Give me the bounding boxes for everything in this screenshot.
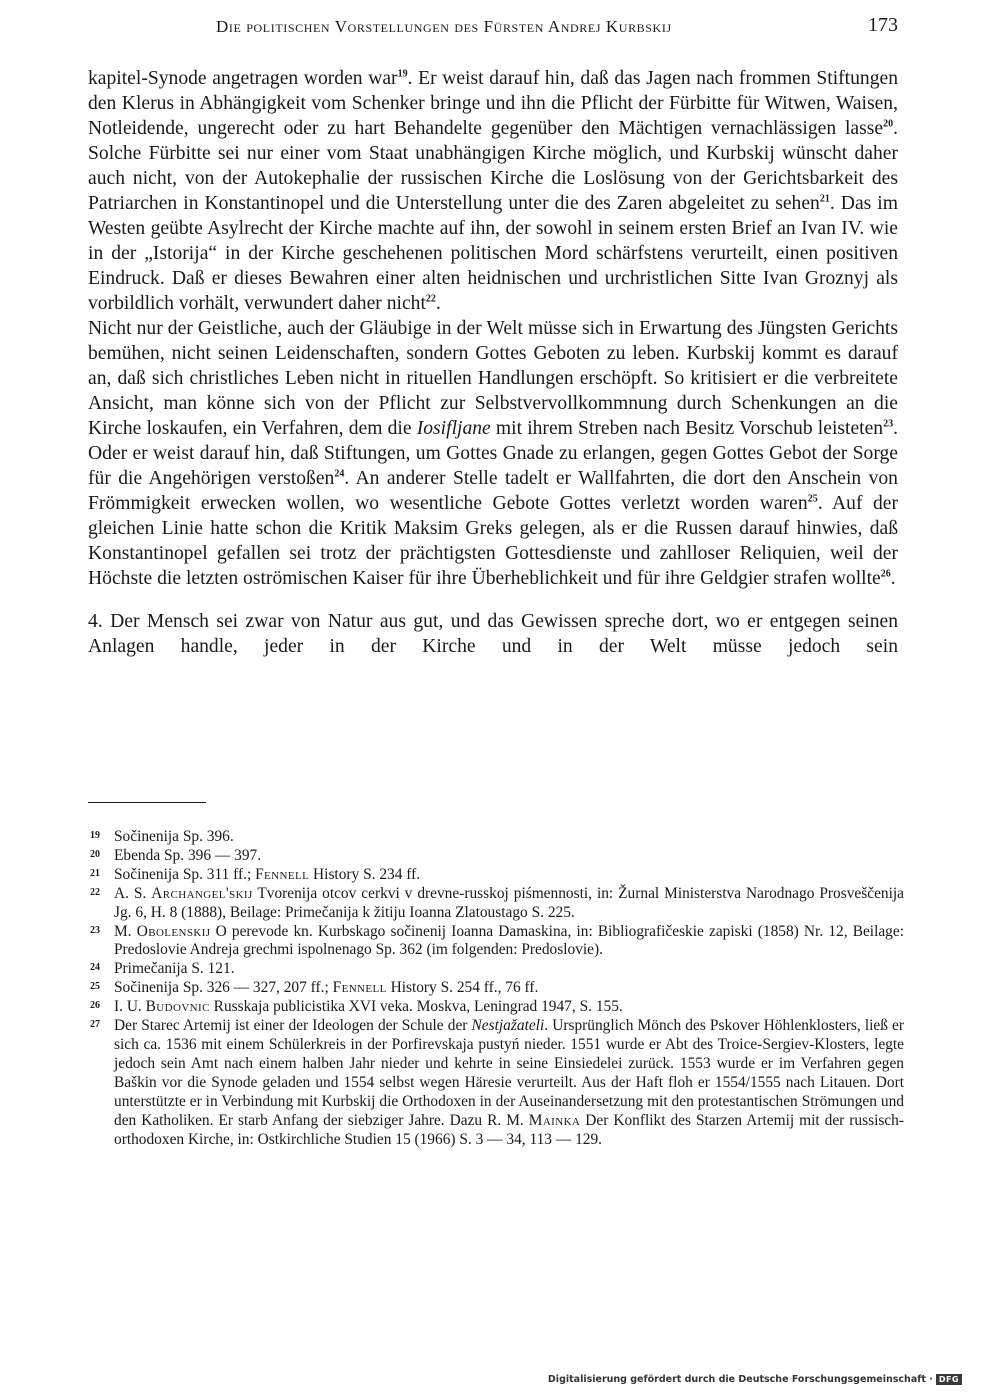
text-run: . (890, 568, 896, 589)
footnote-ref-25: 25 (807, 493, 818, 505)
text-run: . Solche Fürbitte sei nur einer vom Staat unabhängigen Kirche möglich, und Kurbskij wünscht daher auch nicht, von der Autokephalie der russischen Kirche die Loslösung von der Gerichtsbarkeit des Patriarchen in Konstantinopel und die Unterstellung unter die des Zaren abgeleitet zu sehen (88, 118, 898, 214)
footnote-ref-19: 19 (397, 68, 408, 80)
footnote-ref-20: 20 (883, 118, 894, 130)
author-name: Obolenskij (136, 922, 211, 940)
footnote-ref-22: 22 (425, 293, 436, 305)
footer-text: Digitalisierung gefördert durch die Deutsche Forschungsgemeinschaft · (547, 1373, 933, 1385)
text-run: . Auf der gleichen Linie hatte schon die Kritik Maksim Greks gelegen, als er die Russen darauf hinwies, daß Konstantinopel gefallen sei trotz der prächtigsten Gottesdienste und zahlloser Reliquien, weil der Höchste die letzten oströmischen Kaiser für ihre Überheblichkeit und für ihre Geldgier strafen wollte (88, 493, 899, 589)
paragraph-3: 4. Der Mensch sei zwar von Natur aus gut, und das Gewissen spreche dort, wo er entgegen seinen Anlagen handle, jeder in der Kirche und in der Welt müsse jedoch sein (88, 611, 898, 657)
text-run: kapitel-Synode angetragen worden war (88, 68, 398, 89)
footnotes (88, 828, 904, 1149)
footnote-19 (88, 828, 904, 847)
footnote-number: 24 (90, 962, 100, 974)
footnote-text: . Ursprünglich Mönch des Pskover Höhlenklosters, ließ er sich ca. 1536 mit einem Schülerkreis in der Porfirevskaja pustyń nieder. 1551 wurde er Abt des Troice-Sergiev-Klosters, legte jedoch sein Amt nach einem halben Jahr nieder und kehrte in seine Einsiedelei zurück. 1553 wurde er im Verfahren gegen Baškin vor die Synode geladen und 1554 selbst wegen Häresie verurteilt. Aus der Haft floh er 1554/1555 nach Litauen. Dort unterstützte er in Verbindung mit Kurbskij die Orthodoxen in der Auseinandersetzung mit den protestantischen Strömungen und den Katholiken. Er starb Anfang der siebziger Jahre. Dazu R. M. (114, 1017, 904, 1129)
digitization-footer (548, 1371, 962, 1387)
footnote-ref-26: 26 (880, 568, 891, 580)
author-name: Fennell (255, 865, 310, 883)
footnote-number: 20 (90, 848, 100, 860)
footnote-text: Primečanija S. 121. (114, 960, 235, 978)
author-name: Archangel'skij (151, 884, 253, 902)
footnote-21 (88, 866, 904, 885)
author-name: Budovnic (145, 998, 210, 1016)
text-run: . An anderer Stelle tadelt er Wallfahrten, die dort den Anschein von Frömmigkeit erwecken wollen, wo wesentliche Gebote Gottes verletzt worden waren (88, 468, 898, 514)
body-text (88, 66, 898, 659)
footnote-25 (88, 979, 904, 998)
footnote-number: 26 (90, 1000, 100, 1012)
author-name: Mainka (528, 1111, 581, 1129)
footnote-text: Sočinenija Sp. 396. (114, 828, 234, 845)
footnote-ref-23: 23 (883, 418, 894, 430)
footnote-text: M. (114, 922, 137, 940)
footnote-22 (88, 885, 904, 923)
text-run: . Oder er weist darauf hin, daß Stiftungen, um Gottes Gnade zu erlangen, gegen Gottes Gebot der Sorge für die Angehörigen verstoßen (88, 418, 898, 489)
footnote-text: Sočinenija Sp. 326 — 327, 207 ff.; (114, 979, 333, 997)
footnote-number: 27 (90, 1019, 100, 1031)
footnote-24 (88, 960, 904, 979)
page-number: 173 (868, 14, 898, 36)
footnote-26 (88, 998, 904, 1017)
footnote-27 (88, 1017, 904, 1149)
footnote-text: History S. 254 ff., 76 ff. (386, 979, 539, 997)
footnote-text: Der Konflikt des Starzen Artemij mit der russisch-orthodoxen Kirche, in: Ostkirchliche Studien 15 (1966) S. 3 — 34, 113 — 129. (114, 1111, 905, 1148)
footnote-number: 21 (90, 867, 100, 879)
italic-term: Iosifljane (416, 418, 491, 439)
footnote-ref-21: 21 (819, 193, 830, 205)
paragraph-1 (88, 66, 898, 316)
footnote-text: Der Starec Artemij ist einer der Ideologen der Schule der (114, 1017, 472, 1035)
footnote-number: 25 (90, 981, 100, 993)
footnote-text: Tvorenija otcov cerkvi v drevne-russkoj piśmennosti, in: Žurnal Ministerstva Narodnago Prosveščenija Jg. 6, H. 8 (1888), Beilage: Primečanija k žitiju Ioanna Zlatoustago S. 225. (114, 884, 904, 921)
footnote-rule (88, 802, 206, 803)
footnote-number: 19 (90, 830, 100, 841)
footnote-23 (88, 923, 904, 961)
footnote-text: O perevode kn. Kurbskago sočinenij Ioanna Damaskina, in: Bibliografičeskie zapiski (1858) Nr. 12, Beilage: Predoslovie Andreja grechmi ispolnenago Sp. 362 (im folgenden: Predoslovie). (114, 922, 904, 959)
running-title: Die politischen Vorstellungen des Fürsten Andrej Kurbskij (216, 17, 672, 36)
footnote-text: A. S. (114, 884, 152, 902)
footnote-number: 22 (90, 886, 100, 898)
footnote-text: I. U. (114, 998, 146, 1016)
text-run: Nicht nur der Geistliche, auch der Gläubige in der Welt müsse sich in Erwartung des Jüngsten Gerichts bemühen, nicht seinen Leidenschaften, sondern Gottes Geboten zu leben. Kurbskij kommt es darauf an, daß sich christliches Leben nicht in rituellen Handlungen erschöpft. So kritisiert er die verbreitete Ansicht, man könne sich von der Pflicht zur Selbstvervollkommnung durch Schenkungen an die Kirche loskaufen, ein Verfahren, dem die (88, 318, 898, 439)
footnote-20 (88, 847, 904, 866)
author-name: Fennell (332, 979, 387, 997)
footnote-number: 23 (90, 924, 100, 936)
dfg-logo: DFG (936, 1374, 962, 1385)
footnote-ref-24: 24 (334, 468, 345, 480)
footnote-text: Russkaja publicistika XVI veka. Moskva, Leningrad 1947, S. 155. (209, 998, 623, 1016)
text-run: . Er weist darauf hin, daß das Jagen nach frommen Stiftungen den Klerus in Abhängigkeit vom Schenker bringe und ihn die Pflicht der Fürbitte für Witwen, Waisen, Notleidende, ungerecht oder zu hart Behandelte gegenüber den Mächtigen vernachlässigen lasse (88, 68, 898, 139)
text-run: . Das im Westen geübte Asylrecht der Kirche machte auf ihn, der sowohl in seinem ersten Brief an Ivan IV. wie in der „Istorija“ in der Kirche geschehenen politischen Mord schärfstens verurteilt, einen positiven Eindruck. Daß er dieses Bewahren einer alten heidnischen und urchristlichen Sitte Ivan Groznyj als vorbildlich vorhält, verwundert daher nicht (88, 193, 898, 314)
footnote-text: Ebenda Sp. 396 — 397. (114, 846, 262, 864)
italic-term: Nestjažateli (471, 1017, 545, 1035)
text-run: . (435, 293, 441, 314)
text-run: mit ihrem Streben nach Besitz Vorschub leisteten (490, 418, 884, 439)
footnote-text: Sočinenija Sp. 311 ff.; (114, 865, 256, 883)
paragraph-2 (88, 316, 898, 591)
footnote-text: History S. 234 ff. (309, 865, 421, 883)
running-header (88, 14, 898, 44)
